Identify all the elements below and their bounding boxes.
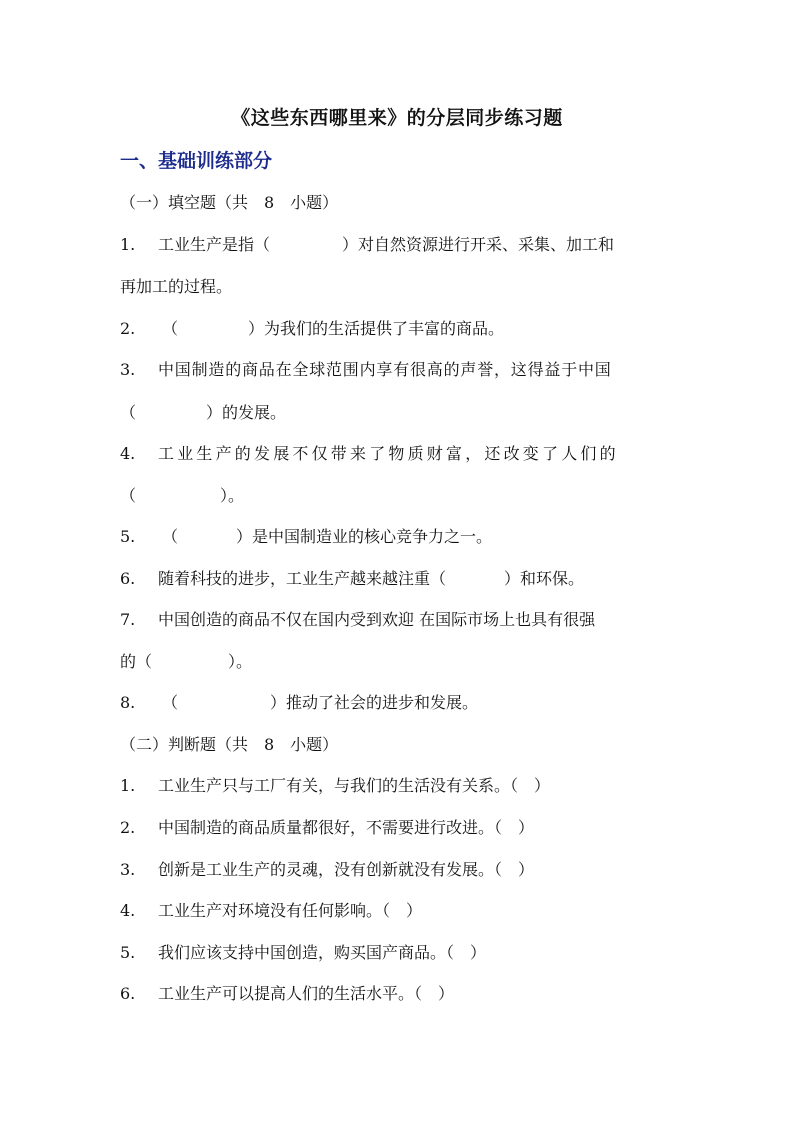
question-number: 7.: [120, 610, 136, 629]
fill-blank-question-5: [120, 524, 492, 547]
section-heading: 一、基础训练部分: [120, 150, 273, 172]
question-text: ）。: [220, 486, 245, 505]
fill-blank-question-3-continued: [120, 400, 286, 423]
fill-blank-question-4-continued: [120, 483, 244, 506]
question-text: （: [162, 319, 179, 338]
question-text: （: [120, 486, 137, 505]
question-text: （: [162, 527, 179, 546]
question-text: 我们应该支持中国创造，购买国产商品。（ ）: [158, 943, 487, 962]
fill-blank-question-1-continued: 再加工的过程。: [120, 277, 233, 296]
question-text: 工业生产对环境没有任何影响。（ ）: [158, 901, 423, 920]
true-false-question-4: [120, 898, 422, 921]
question-number: 2.: [120, 319, 136, 338]
true-false-question-2: [120, 815, 534, 838]
question-text: 随着科技的进步，工业生产越来越注重（: [158, 569, 447, 588]
question-text: 工业生产只与工厂有关，与我们的生活没有关系。（ ）: [158, 776, 551, 795]
question-text: ）和环保。: [504, 569, 585, 588]
fill-blank-question-7-continued: [120, 649, 252, 672]
question-number: 6.: [120, 984, 136, 1003]
fill-blank-question-2: [120, 316, 504, 339]
question-text: ）是中国制造业的核心竞争力之一。: [236, 527, 493, 546]
question-text: 中国创造的商品不仅在国内受到欢迎 在国际市场上也具有很强: [158, 610, 596, 629]
fill-blank-question-8: [120, 690, 478, 713]
question-text: （: [162, 693, 179, 712]
fill-blank-question-4: [120, 441, 619, 464]
true-false-question-6: [120, 981, 454, 1004]
true-false-heading: （二）判断题（共 8 小题）: [120, 735, 339, 754]
true-false-question-5: [120, 940, 486, 963]
question-text: 的（: [120, 652, 153, 671]
question-number: 5.: [120, 527, 136, 546]
fill-blank-question-3: [120, 357, 612, 380]
true-false-question-3: [120, 857, 534, 880]
question-number: 1.: [120, 235, 136, 254]
question-number: 4.: [120, 901, 136, 920]
question-number: 8.: [120, 693, 136, 712]
question-text: ）为我们的生活提供了丰富的商品。: [248, 319, 505, 338]
fill-blank-question-6: [120, 566, 584, 589]
question-text: ）。: [228, 652, 253, 671]
question-text: 中国制造的商品在全球范围内享有很高的声誉，这得益于中国: [158, 360, 612, 379]
question-text: 工业生产是指（: [158, 235, 271, 254]
question-number: 3.: [120, 860, 136, 879]
question-number: 3.: [120, 360, 136, 379]
question-text: 创新是工业生产的灵魂，没有创新就没有发展。（ ）: [158, 860, 535, 879]
question-number: 6.: [120, 569, 136, 588]
question-text: ）对自然资源进行开采、采集、加工和: [342, 235, 615, 254]
true-false-question-1: [120, 773, 550, 796]
question-text: 工业生产可以提高人们的生活水平。（ ）: [158, 984, 455, 1003]
fill-blank-question-1: [120, 232, 614, 255]
question-number: 5.: [120, 943, 136, 962]
fill-blank-question-7: [120, 607, 595, 630]
question-number: 4.: [120, 444, 136, 463]
question-text: ）推动了社会的进步和发展。: [270, 693, 479, 712]
fill-blank-heading: （一）填空题（共 8 小题）: [120, 193, 339, 212]
question-text: （: [120, 403, 137, 422]
question-number: 2.: [120, 818, 136, 837]
question-text: 工业生产的发展不仅带来了物质财富，还改变了人们的: [158, 444, 619, 463]
question-text: 中国制造的商品质量都很好，不需要进行改进。（ ）: [158, 818, 535, 837]
question-number: 1.: [120, 776, 136, 795]
question-text: ）的发展。: [206, 403, 287, 422]
document-title: 《这些东西哪里来》的分层同步练习题: [231, 107, 563, 129]
